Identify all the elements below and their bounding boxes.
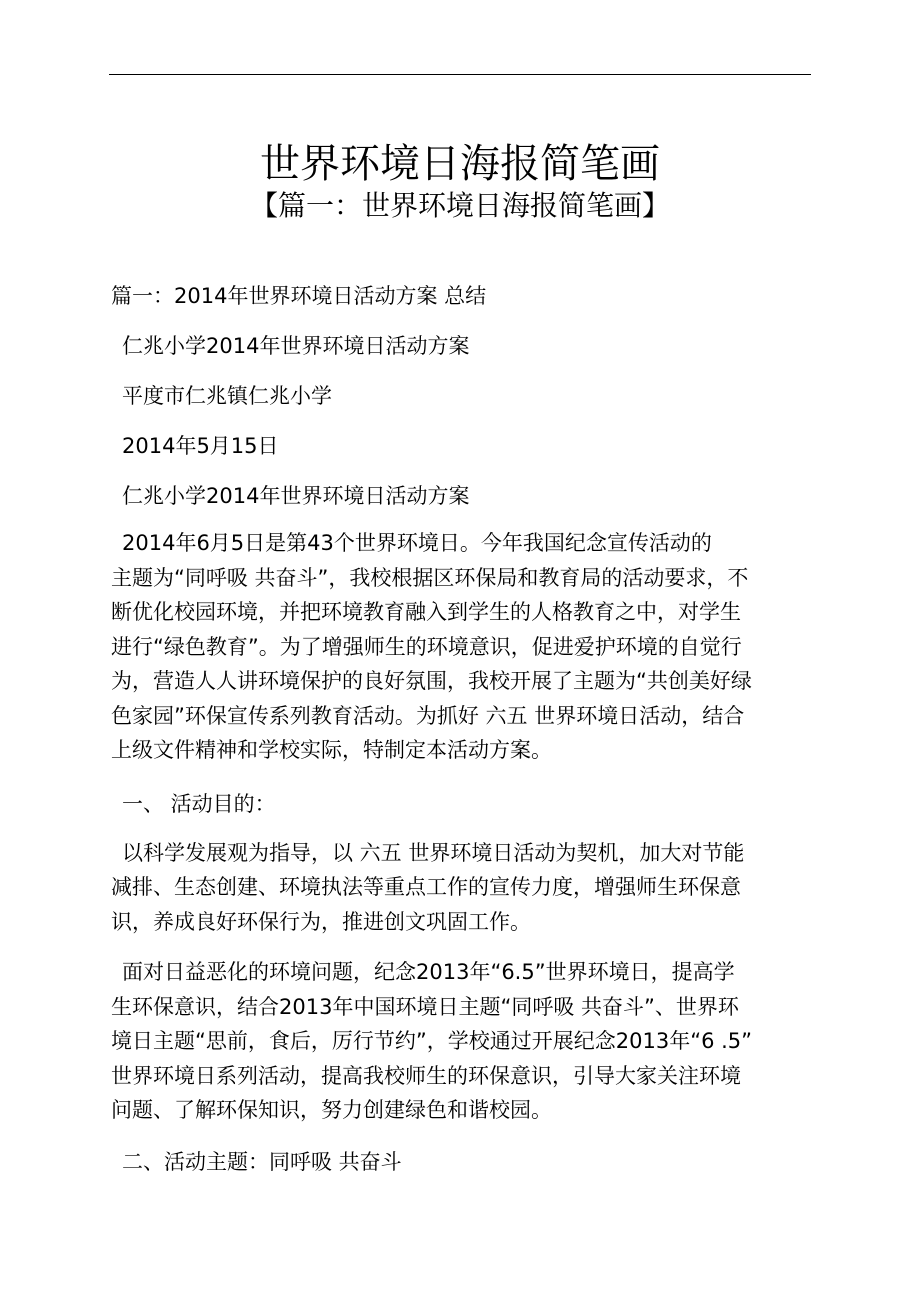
- section-heading-1: 一、 活动目的：: [122, 791, 276, 816]
- paragraph-line: 色家园”环保宣传系列教育活动。为抓好 六五 世界环境日活动，结合: [111, 703, 745, 728]
- document-title: 世界环境日海报简笔画: [260, 140, 660, 187]
- paragraph-line: 进行“绿色教育”。为了增强师生的环境意识，促进爱护环境的自觉行: [111, 634, 742, 659]
- paragraph-line: 断优化校园环境，并把环境教育融入到学生的人格教育之中，对学生: [111, 600, 741, 624]
- document-subtitle: 【篇一：世界环境日海报简笔画】: [249, 189, 670, 222]
- school-plan-title: 仁兆小学2014年世界环境日活动方案: [122, 334, 470, 358]
- paragraph-line: 面对日益恶化的环境问题，纪念2013年“6.5”世界环境日，提高学: [122, 960, 735, 984]
- header-rule: [109, 74, 811, 75]
- paragraph-background: [111, 955, 823, 1128]
- school-name: 平度市仁兆镇仁兆小学: [122, 384, 332, 408]
- paragraph-line: 减排、生态创建、环境执法等重点工作的宣传力度，增强师生环保意: [111, 875, 741, 899]
- plan-date: 2014年5月15日: [122, 434, 279, 458]
- paragraph-line: 为，营造人人讲环境保护的良好氛围，我校开展了主题为“共创美好绿: [111, 669, 752, 693]
- paragraph-line: 2014年6月5日是第43个世界环境日。今年我国纪念宣传活动的: [122, 531, 712, 555]
- school-plan-title-repeat: 仁兆小学2014年世界环境日活动方案: [122, 484, 470, 508]
- paragraph-line: 主题为“同呼吸 共奋斗”，我校根据区环保局和教育局的活动要求，不: [111, 565, 749, 590]
- paragraph-purpose: [111, 836, 823, 940]
- paragraph-intro: [111, 526, 823, 768]
- paragraph-line: 以科学发展观为指导，以 六五 世界环境日活动为契机，加大对节能: [122, 840, 745, 865]
- paragraph-line: 世界环境日系列活动，提高我校师生的环保意识，引导大家关注环境: [111, 1063, 741, 1088]
- paragraph-line: 识，养成良好环保行为，推进创文巩固工作。: [111, 909, 531, 934]
- document-body: [111, 280, 823, 1178]
- paragraph-line: 上级文件精神和学校实际，特制定本活动方案。: [111, 738, 552, 762]
- paragraph-line: 生环保意识，结合2013年中国环境日主题“同呼吸 共奋斗”、世界环: [111, 994, 739, 1019]
- paragraph-line: 问题、了解环保知识，努力创建绿色和谐校园。: [111, 1098, 552, 1122]
- section-heading-2: 二、活动主题：同呼吸 共奋斗: [122, 1149, 402, 1174]
- paragraph-line: 境日主题“思前，食后，厉行节约”，学校通过开展纪念2013年“6 .5”: [111, 1029, 753, 1053]
- section-line-1: 篇一：2014年世界环境日活动方案 总结: [111, 284, 487, 308]
